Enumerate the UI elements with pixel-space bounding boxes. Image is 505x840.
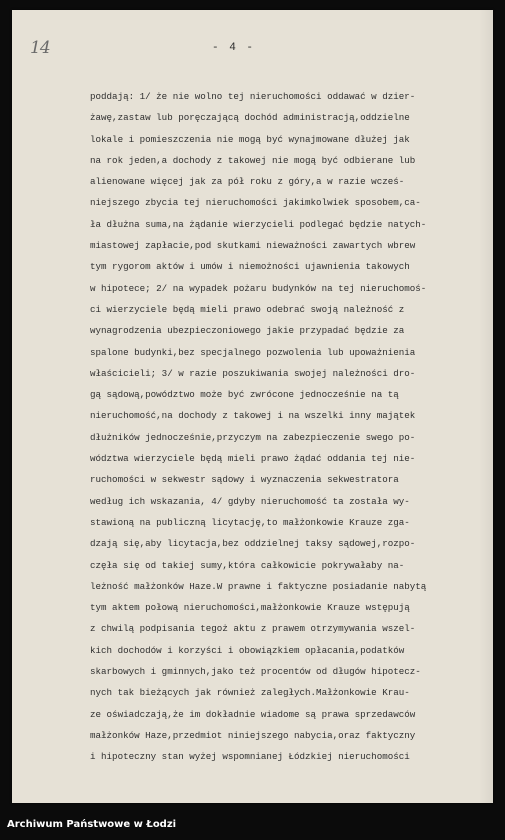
text-line: kich dochodów i korzyści i obowiązkiem opłacania,podatków (90, 644, 405, 656)
text-line: miastowej zapłacie,pod skutkami nieważności zawartych wbrew (90, 240, 416, 252)
text-line: ła dłużna suma,na żądanie wierzycieli podlegać będzie natych- (90, 218, 427, 230)
text-line: ze oświadczają,że im dokładnie wiadome są prawa sprzedawców (90, 708, 416, 720)
text-line: na rok jeden,a dochody z takowej nie mogą być odbierane lub (90, 154, 416, 166)
text-line: nieruchomość,na dochody z takowej i na wszelki inny majątek (90, 410, 416, 422)
text-line: ci wierzyciele będą mieli prawo odebrać swoją należność z (90, 303, 405, 315)
text-line: nych tak bieżących jak również zaległych.Małżonkowie Krau- (90, 687, 410, 699)
text-line: żawę,zastaw lub poręczającą dochód administracją,oddzielne (90, 112, 410, 124)
text-line: gą sądową,powództwo może być zwrócone jednocześnie na tą (90, 389, 399, 401)
text-line: wództwa wierzyciele będą mieli prawo żądać oddania tej nie- (90, 453, 416, 465)
text-line: lokale i pomieszczenia nie mogą być wynajmowane dłużej jak (90, 133, 410, 145)
text-line: tym rygorom aktów i umów i niemożności ujawnienia takowych (90, 261, 410, 273)
text-line: wynagrodzenia ubezpieczoniowego jakie przypadać będzie za (90, 325, 405, 337)
footer-bar (0, 811, 505, 840)
text-line: dzają się,aby licytacja,bez oddzielnej taksy sądowej,rozpo- (90, 538, 416, 550)
folio-mark: 14 (30, 38, 50, 58)
text-line: poddają: 1/ że nie wolno tej nieruchomości oddawać w dzier- (90, 91, 416, 102)
text-line: małżonków Haze,przedmiot niniejszego nabycia,oraz faktyczny (90, 729, 416, 741)
document-page (12, 10, 493, 803)
text-line: niejszego zbycia tej nieruchomości jakimkolwiek sposobem,ca- (90, 197, 421, 209)
text-line: dłużników jednocześnie,przyczym na zabezpieczenie swego po- (90, 431, 416, 443)
page-number: - 4 - (212, 42, 256, 54)
text-line: według ich wskazania, 4/ gdyby nieruchomość ta została wy- (90, 495, 410, 507)
text-line: i hipoteczny stan wyżej wspomnianej Łódzkiej nieruchomości (90, 751, 410, 763)
archive-label: Archiwum Państwowe w Łodzi (7, 819, 177, 830)
text-line: skarbowych i gminnych,jako też procentów od długów hipotecz- (90, 666, 421, 678)
text-line: tym aktem połową nieruchomości,małżonkowie Krauze wstępują (90, 602, 410, 614)
text-line: ruchomości w sekwestr sądowy i wyznaczenia sekwestratora (90, 474, 399, 486)
text-line: spalone budynki,bez specjalnego pozwolenia lub upoważnienia (90, 346, 416, 358)
text-line: alienowane więcej jak za pół roku z góry,a w razie wcześ- (90, 176, 405, 188)
text-line: z chwilą podpisania tegoż aktu z prawem otrzymywania wszel- (90, 623, 416, 635)
text-line: stawioną na publiczną licytację,to małżonkowie Krauze zga- (90, 516, 410, 528)
text-line: właścicieli; 3/ w razie poszukiwania swojej należności dro- (90, 367, 416, 379)
body-text (90, 86, 502, 768)
text-line: leżność małżonków Haze.W prawne i faktyczne posiadanie nabytą (90, 580, 427, 592)
text-line: częła się od takiej sumy,która całkowicie pokrywałaby na- (90, 559, 405, 571)
text-line: w hipotece; 2/ na wypadek pożaru budynków na tej nieruchomoś- (90, 282, 427, 294)
